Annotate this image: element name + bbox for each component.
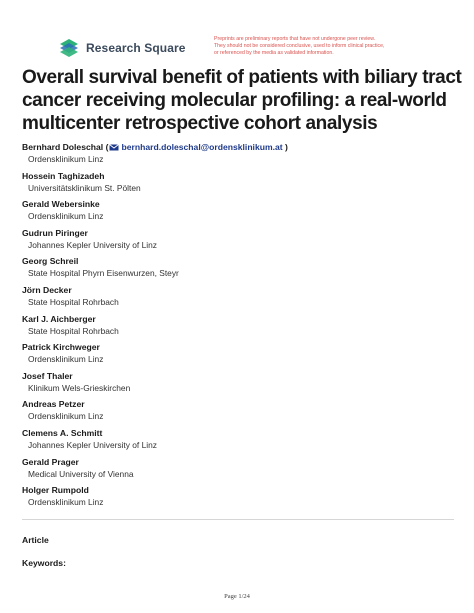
- author-entry: [22, 456, 462, 485]
- title-line: cancer receiving molecular profiling: a real-world: [22, 90, 447, 111]
- section-divider: [22, 519, 454, 520]
- author-entry: [22, 398, 462, 427]
- article-type-label: Article: [22, 535, 49, 545]
- paper-title: [22, 66, 462, 135]
- research-square-logo-icon: [58, 38, 80, 58]
- author-affiliation: Ordensklinikum Linz: [28, 354, 104, 365]
- author-affiliation: Ordensklinikum Linz: [28, 497, 104, 508]
- email-open-paren: (: [105, 142, 109, 152]
- author-affiliation: Johannes Kepler University of Linz: [28, 239, 157, 250]
- email-close-paren: ): [285, 142, 288, 152]
- header: [0, 0, 474, 64]
- author-name: Josef Thaler: [22, 370, 73, 381]
- title-line: Overall survival benefit of patients with biliary tract: [22, 67, 462, 88]
- author-name: Georg Schreil: [22, 256, 79, 267]
- title-line: multicenter retrospective cohort analysis: [22, 113, 378, 134]
- page-number: Page 1/24: [224, 593, 250, 600]
- author-affiliation: Ordensklinikum Linz: [28, 211, 104, 222]
- author-affiliation: Universitätsklinikum St. Pölten: [28, 182, 141, 193]
- author-name: Hossein Taghizadeh: [22, 170, 105, 181]
- author-name: Andreas Petzer: [22, 399, 85, 410]
- author-entry: [22, 341, 462, 370]
- author-affiliation: Medical University of Vienna: [28, 468, 134, 479]
- author-affiliation: Klinikum Wels-Grieskirchen: [28, 382, 131, 393]
- author-affiliation: State Hospital Rohrbach: [28, 325, 119, 336]
- preprint-disclaimer: [214, 36, 454, 58]
- keywords-label: Keywords:: [22, 558, 66, 568]
- author-name: Karl J. Aichberger: [22, 313, 96, 324]
- author-entry: [22, 427, 462, 456]
- author-entry: [22, 198, 462, 227]
- author-entry: [22, 313, 462, 342]
- author-name: Bernhard Doleschal: [22, 142, 104, 152]
- author-name: Gerald Webersinke: [22, 199, 100, 210]
- author-name: Gudrun Piringer: [22, 227, 88, 238]
- author-affiliation: State Hospital Rohrbach: [28, 296, 119, 307]
- author-entry: [22, 284, 462, 313]
- author-affiliation: State Hospital Phyrn Eisenwurzen, Steyr: [28, 268, 179, 279]
- disclaimer-line: or referenced by the media as validated information.: [214, 50, 334, 57]
- author-entry: [22, 370, 462, 399]
- author-entry: [22, 170, 462, 199]
- author-email-link[interactable]: bernhard.doleschal@ordensklinikum.at: [121, 142, 283, 152]
- author-affiliation: Ordensklinikum Linz: [28, 411, 104, 422]
- disclaimer-line: Preprints are preliminary reports that have not undergone peer review.: [214, 36, 376, 42]
- author-entry: [22, 227, 462, 256]
- author-name: Clemens A. Schmitt: [22, 427, 103, 438]
- author-entry: [22, 141, 462, 170]
- brand-name: Research Square: [86, 41, 186, 55]
- research-square-logo[interactable]: [58, 38, 186, 58]
- author-affiliation: Johannes Kepler University of Linz: [28, 439, 157, 450]
- author-name: Patrick Kirchweger: [22, 342, 100, 353]
- envelope-icon: [109, 144, 119, 151]
- author-entry: [22, 484, 462, 513]
- author-list: [22, 141, 462, 513]
- author-entry: [22, 255, 462, 284]
- disclaimer-line: They should not be considered conclusive, used to inform clinical practice,: [214, 43, 385, 50]
- author-name: Holger Rumpold: [22, 485, 89, 496]
- author-name: Jörn Decker: [22, 284, 72, 295]
- author-affiliation: Ordensklinikum Linz: [28, 154, 104, 164]
- author-name: Gerald Prager: [22, 456, 79, 467]
